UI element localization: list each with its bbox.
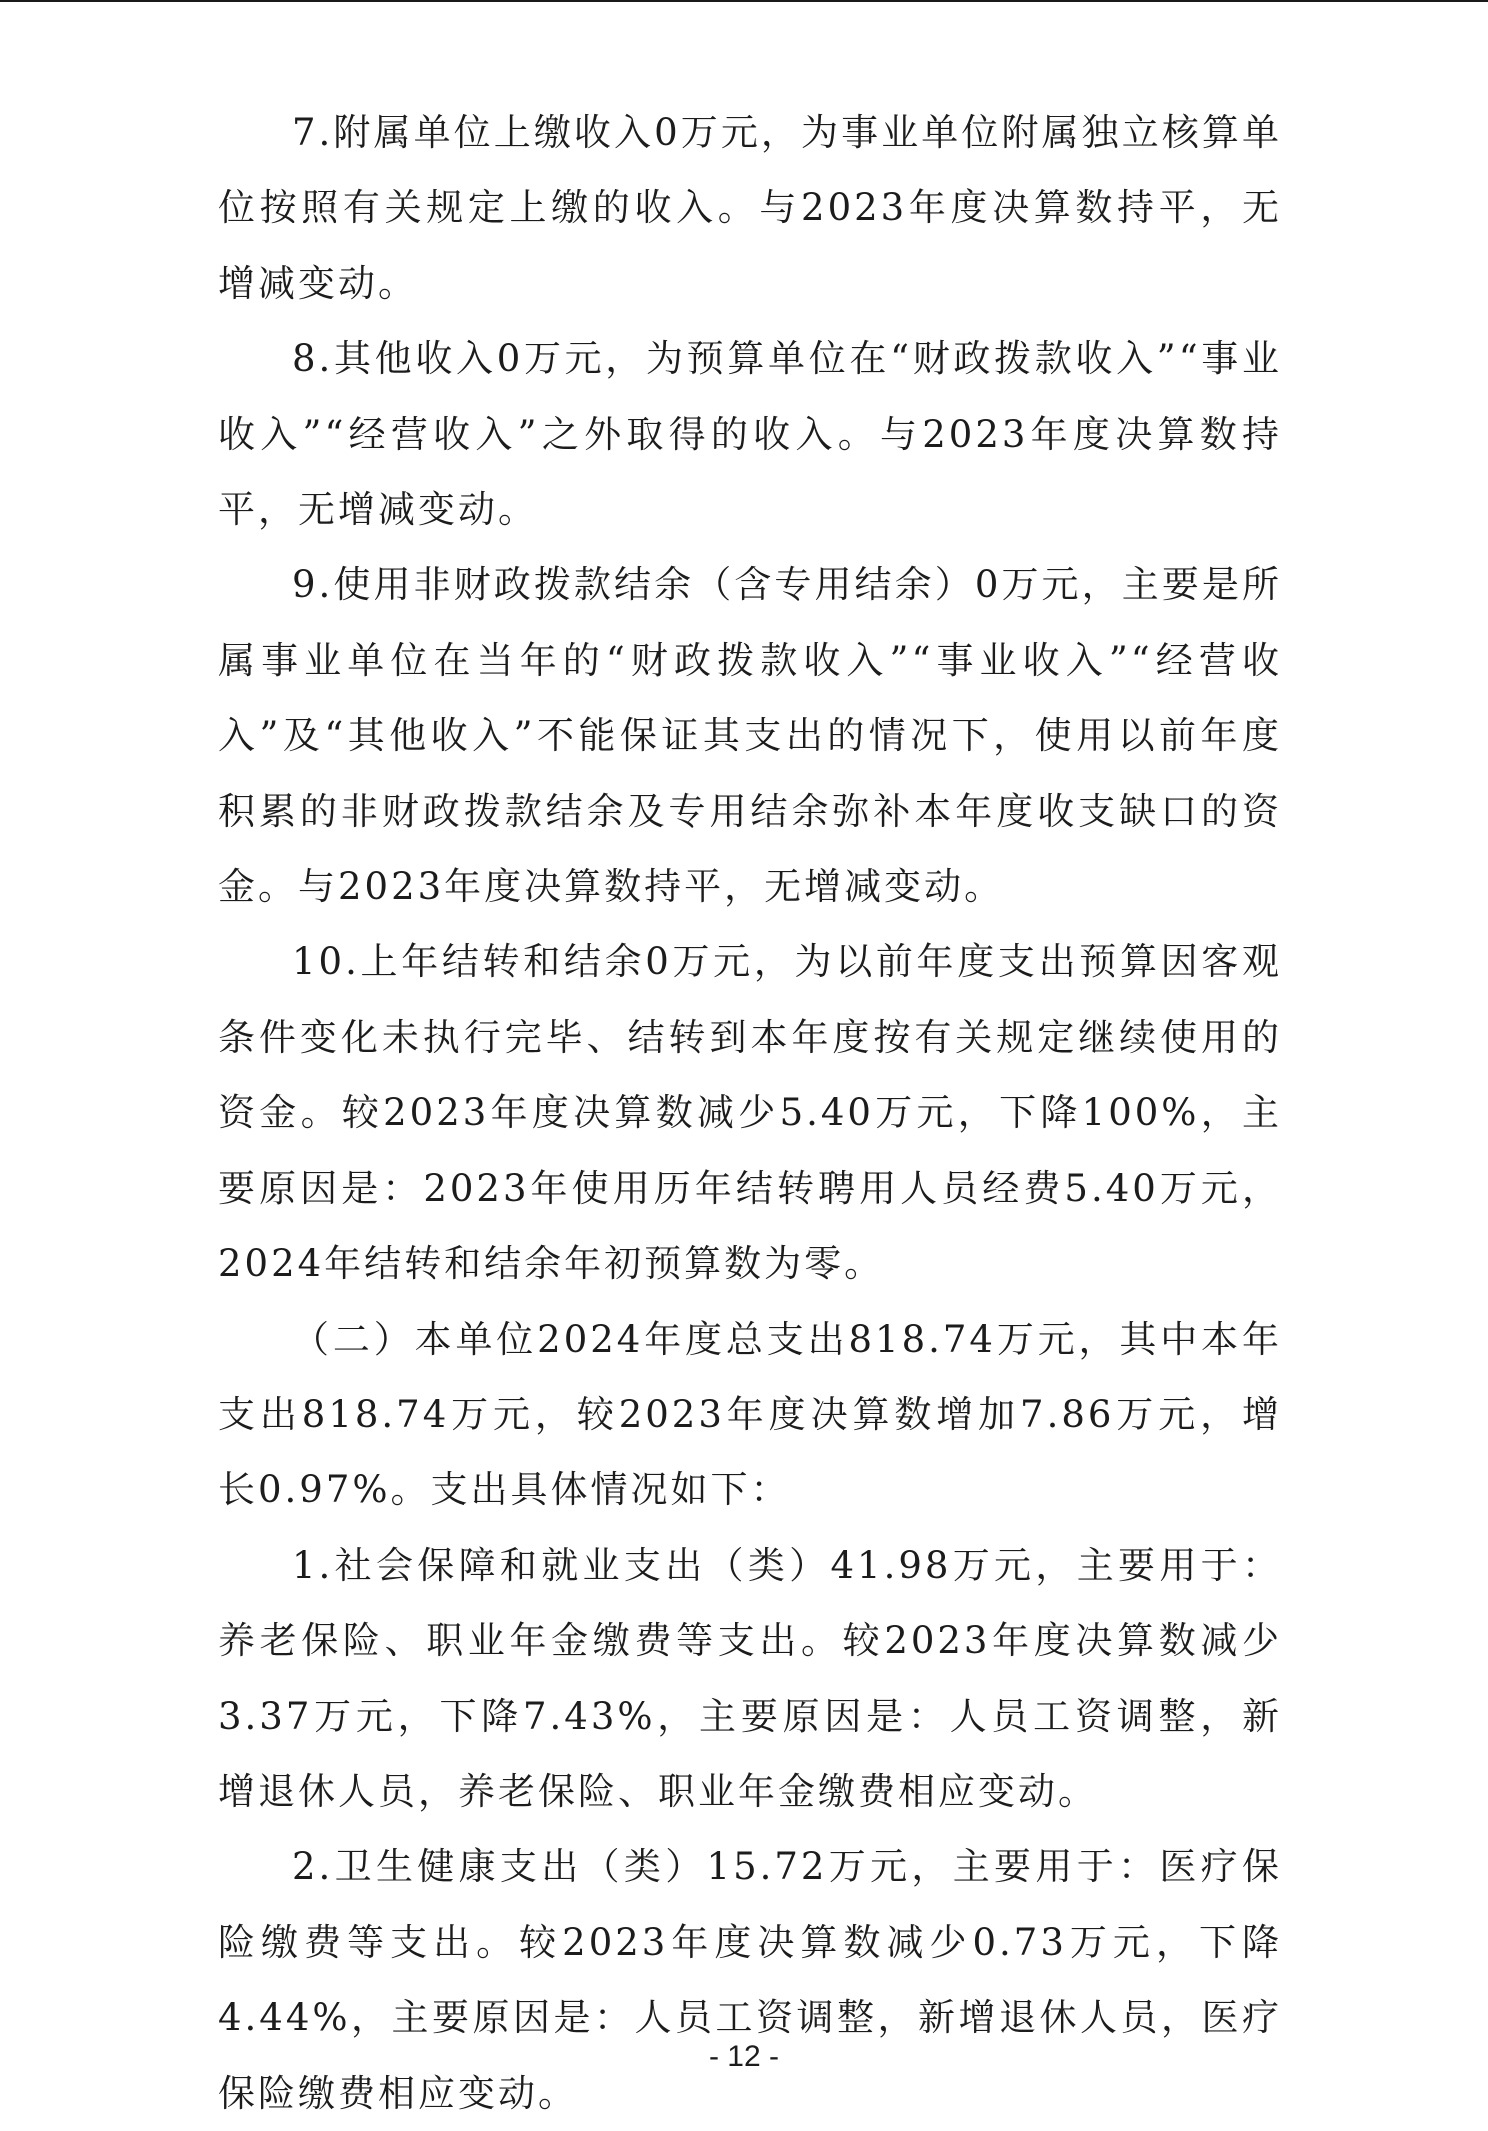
page-number: - 12 - bbox=[708, 2040, 780, 2073]
paragraph-prior-year-carryover: 10.上年结转和结余0万元，为以前年度支出预算因客观条件变化未执行完毕、结转到本年度按有关规定继续使用的资金。较2023年度决算数减少5.40万元，下降100%，主要原因是：2023年使用历年结转聘用人员经费5.40万元，2024年结转和结余年初预算数为零。 bbox=[218, 940, 1282, 1286]
paragraph-total-expenditure: （二）本单位2024年度总支出818.74万元，其中本年支出818.74万元，较2023年度决算数增加7.86万元，增长0.97%。支出具体情况如下： bbox=[218, 1317, 1282, 1512]
document-body bbox=[218, 95, 1282, 2131]
paragraph-non-fiscal-balance: 9.使用非财政拨款结余（含专用结余）0万元，主要是所属事业单位在当年的“财政拨款收入”“事业收入”“经营收入”及“其他收入”不能保证其支出的情况下，使用以前年度积累的非财政拨款结余及专用结余弥补本年度收支缺口的资金。与2023年度决算数持平，无增减变动。 bbox=[218, 563, 1282, 909]
paragraph-social-security-expenditure: 1.社会保障和就业支出（类）41.98万元，主要用于：养老保险、职业年金缴费等支出。较2023年度决算数减少3.37万元，下降7.43%，主要原因是：人员工资调整，新增退休人员，养老保险、职业年金缴费相应变动。 bbox=[218, 1543, 1282, 1813]
paragraph-affiliated-unit-income: 7.附属单位上缴收入0万元，为事业单位附属独立核算单位按照有关规定上缴的收入。与2023年度决算数持平，无增减变动。 bbox=[218, 111, 1282, 305]
top-border-line bbox=[0, 0, 1488, 2]
paragraph-health-expenditure: 2.卫生健康支出（类）15.72万元，主要用于：医疗保险缴费等支出。较2023年度决算数减少0.73万元，下降4.44%，主要原因是：人员工资调整，新增退休人员，医疗保险缴费相应变动。 bbox=[218, 1845, 1282, 2115]
paragraph-other-income: 8.其他收入0万元，为预算单位在“财政拨款收入”“事业收入”“经营收入”之外取得的收入。与2023年度决算数持平，无增减变动。 bbox=[218, 337, 1282, 532]
